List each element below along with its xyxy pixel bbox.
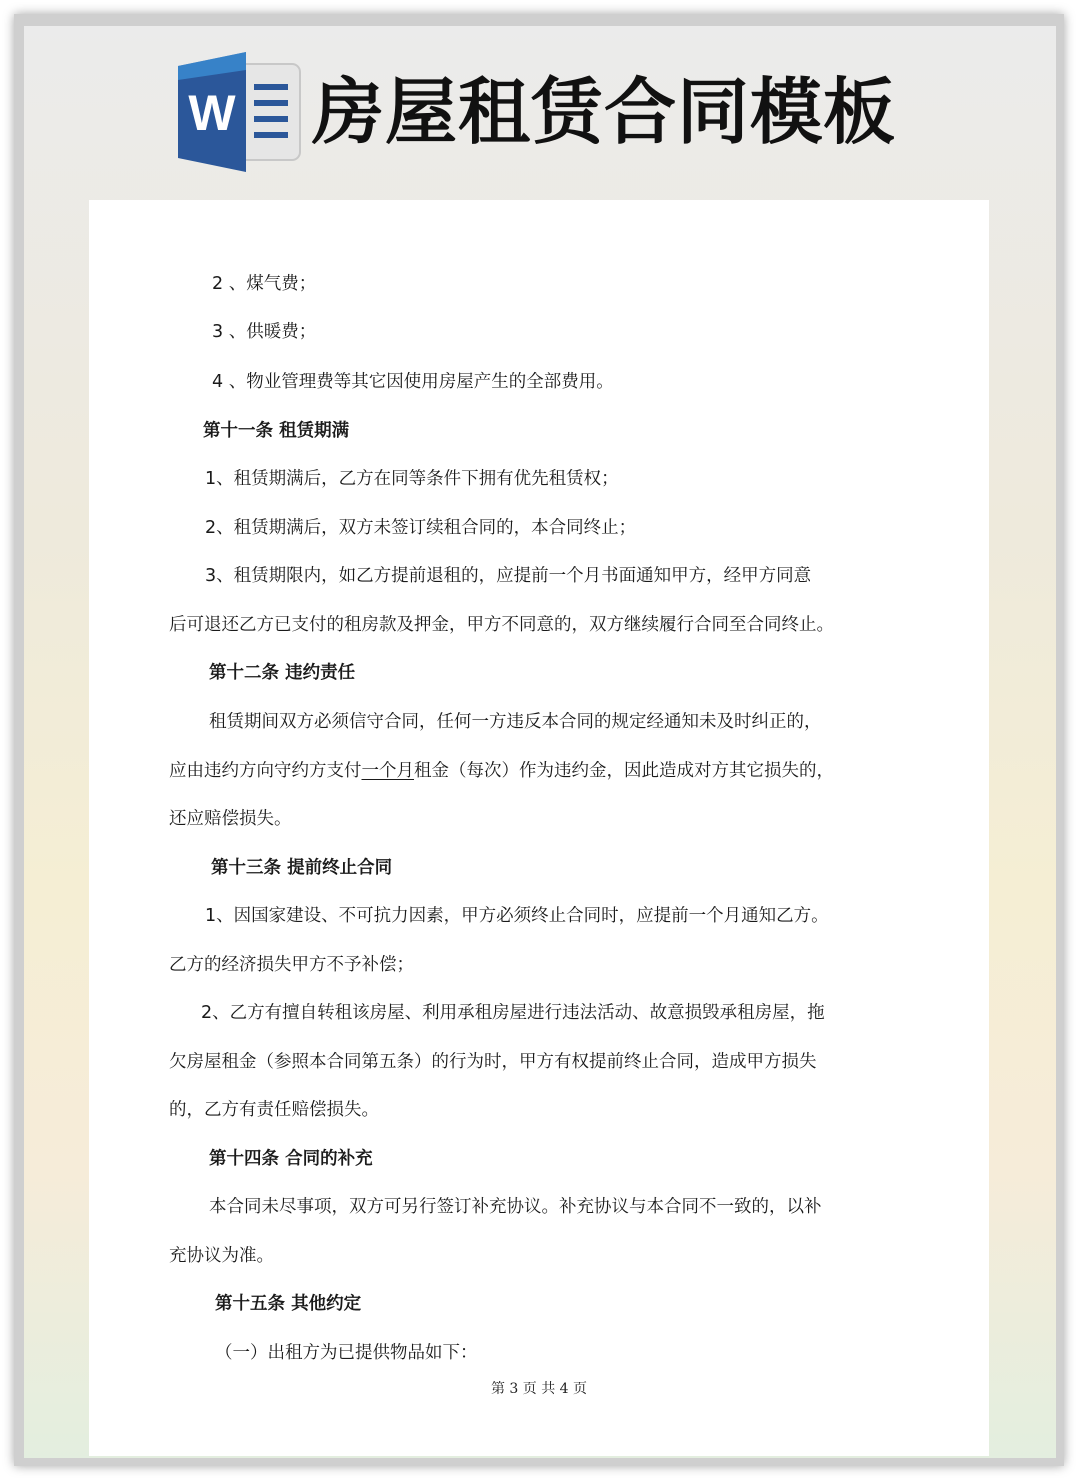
section-heading: 第十三条 提前终止合同	[211, 858, 393, 878]
text-line: 2、租赁期满后，双方未签订续租合同的，本合同终止；	[205, 518, 637, 538]
text-line: 1、因国家建设、不可抗力因素，甲方必须终止合同时，应提前一个月通知乙方。	[205, 906, 829, 926]
text-line: 2、乙方有擅自转租该房屋、利用承租房屋进行违法活动、故意损毁承租房屋，拖	[201, 1003, 825, 1023]
text-segment: 应由违约方向守约方支付	[169, 761, 362, 781]
text-line: 后可退还乙方已支付的租房款及押金，甲方不同意的，双方继续履行合同至合同终止。	[169, 615, 834, 635]
word-icon-letter: W	[188, 85, 236, 141]
header	[176, 50, 936, 174]
text-line: 欠房屋租金（参照本合同第五条）的行为时，甲方有权提前终止合同，造成甲方损失	[169, 1052, 817, 1072]
text-line: （一）出租方为已提供物品如下：	[215, 1343, 478, 1363]
underlined-amount: 一个月	[361, 761, 414, 781]
page-number-footer: 第 3 页 共 4 页	[490, 1381, 588, 1397]
section-heading: 第十四条 合同的补充	[209, 1149, 373, 1169]
text-line: 乙方的经济损失甲方不予补偿；	[169, 955, 414, 975]
text-line: 4 、物业管理费等其它因使用房屋产生的全部费用。	[212, 372, 614, 392]
document-page	[89, 200, 989, 1456]
text-line: 1、租赁期满后，乙方在同等条件下拥有优先租赁权；	[205, 469, 619, 489]
text-line: 3 、供暖费；	[212, 322, 317, 342]
text-segment: 租金（每次）作为违约金，因此造成对方其它损失的，	[414, 761, 834, 781]
text-line: 充协议为准。	[169, 1246, 274, 1266]
page-title: 房屋租赁合同模板	[312, 70, 897, 154]
text-line: 还应赔偿损失。	[169, 809, 292, 829]
text-line: 租赁期间双方必须信守合同，任何一方违反本合同的规定经通知未及时纠正的，	[209, 712, 822, 732]
text-line: 本合同未尽事项，双方可另行签订补充协议。补充协议与本合同不一致的，以补	[209, 1197, 822, 1217]
section-heading: 第十二条 违约责任	[209, 663, 356, 683]
text-line	[169, 759, 834, 783]
text-line: 2 、煤气费；	[212, 274, 317, 294]
word-document-icon	[176, 50, 302, 174]
text-line: 的，乙方有责任赔偿损失。	[169, 1100, 379, 1120]
section-heading: 第十一条 租赁期满	[203, 421, 350, 441]
section-heading: 第十五条 其他约定	[215, 1294, 362, 1314]
text-line: 3、租赁期限内，如乙方提前退租的，应提前一个月书面通知甲方，经甲方同意	[205, 566, 812, 586]
